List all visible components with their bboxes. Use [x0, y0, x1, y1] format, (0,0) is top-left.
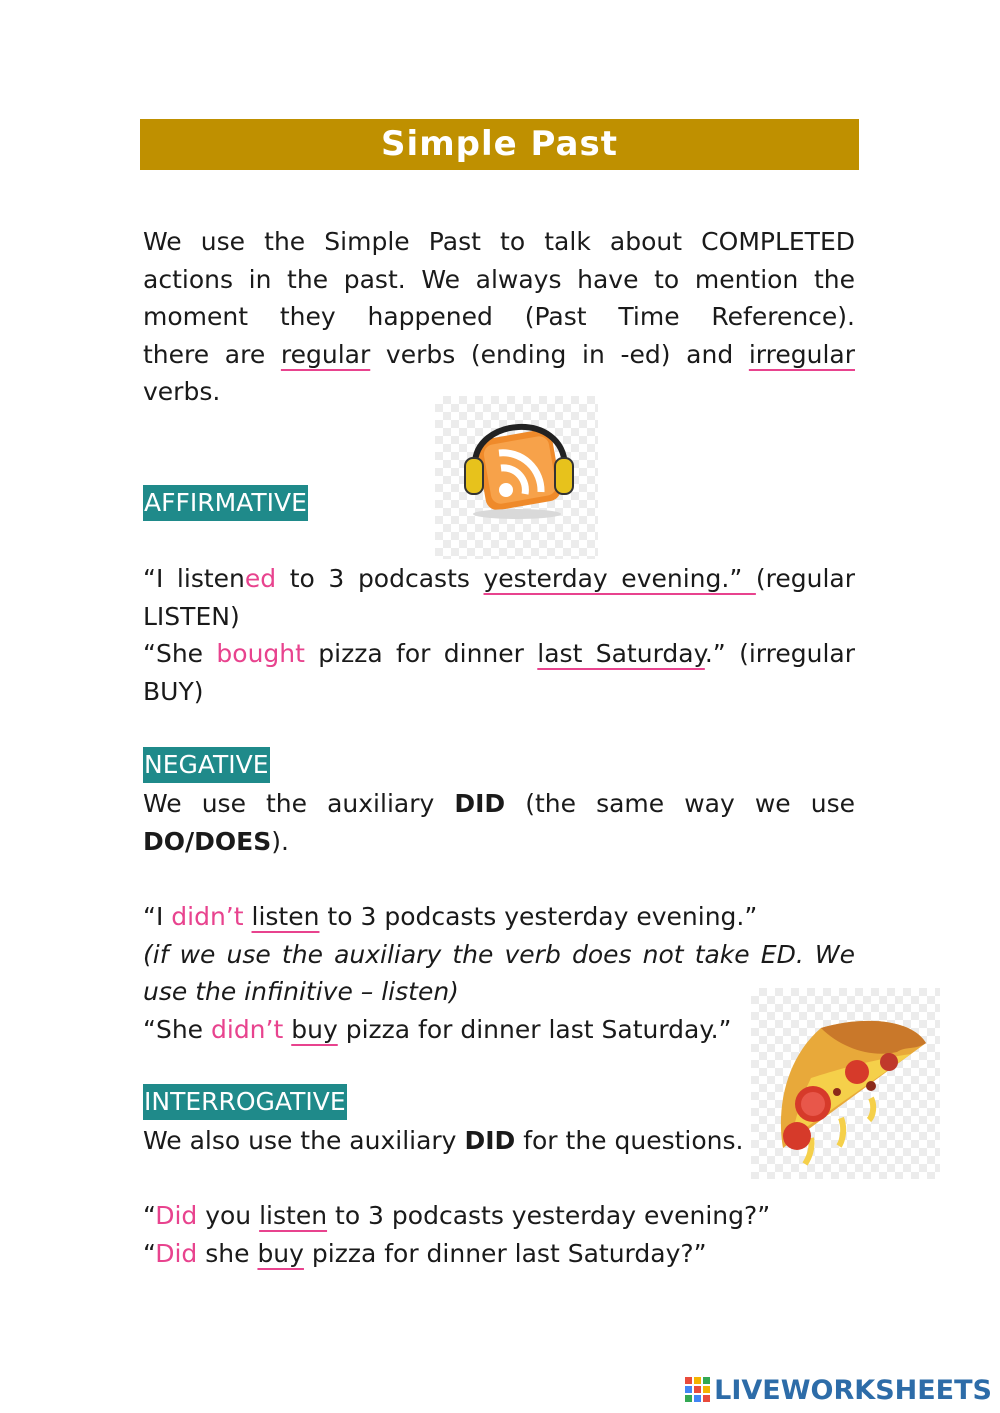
regular-word: regular [280, 339, 371, 369]
negative-note: use the infinitive – listen) [143, 977, 459, 1006]
intro-paragraph [143, 223, 855, 411]
text: to 3 podcasts yesterday evening?” [335, 1201, 771, 1230]
negative-label: NEGATIVE [143, 747, 270, 783]
interrogative-example-1 [143, 1197, 855, 1235]
text: We also use the auxiliary [143, 1126, 457, 1155]
text: (the same way we use [525, 789, 855, 818]
text: “She [143, 639, 204, 668]
text: (regular [755, 564, 855, 593]
auxiliary: Did [155, 1201, 198, 1230]
intro-line: moment they happened (Past Time Reference). [143, 302, 855, 331]
affirmative-label: AFFIRMATIVE [143, 485, 308, 521]
affirmative-example-1 [143, 560, 855, 598]
did-keyword: DID [454, 789, 506, 818]
podcast-image [435, 396, 598, 559]
page-title: Simple Past [140, 119, 859, 170]
text: pizza for dinner last Saturday.” [345, 1014, 732, 1044]
interrogative-description [143, 1122, 855, 1160]
time-reference: last Saturday [537, 639, 705, 668]
infinitive-verb: buy [257, 1238, 304, 1268]
auxiliary: didn’t [171, 902, 244, 931]
text: We use the auxiliary [143, 789, 435, 818]
irregular-verb: bought [216, 639, 305, 668]
did-keyword: DID [464, 1126, 516, 1155]
logo-grid-icon [685, 1377, 711, 1403]
infinitive-verb: listen [259, 1201, 328, 1230]
negative-examples [143, 898, 855, 1048]
affirmative-example-1-cont: LISTEN) [143, 601, 240, 631]
podcast-icon [435, 396, 598, 559]
ed-ending: ed [244, 564, 277, 593]
text: “I [143, 902, 164, 931]
irregular-word: irregular [748, 339, 855, 369]
text: for the questions. [523, 1126, 744, 1155]
text: she [205, 1238, 250, 1268]
text: you [205, 1201, 252, 1230]
negative-example-2 [143, 1011, 855, 1049]
auxiliary: Did [155, 1238, 198, 1268]
text: “She [143, 1014, 204, 1044]
liveworksheets-logo [685, 1373, 992, 1407]
intro-line: actions in the past. We always have to mention the [143, 264, 855, 294]
negative-desc-line [143, 823, 855, 861]
infinitive-verb: listen [251, 902, 320, 931]
logo-text: LIVEWORKSHEETS [714, 1374, 992, 1406]
text: there are [143, 339, 266, 369]
text: to 3 podcasts yesterday evening.” [327, 902, 758, 931]
interrogative-label: INTERROGATIVE [143, 1084, 347, 1120]
negative-desc-line [143, 785, 855, 823]
infinitive-verb: buy [291, 1014, 338, 1044]
intro-line [143, 336, 855, 374]
affirmative-example-2 [143, 635, 855, 673]
interrogative-example-2 [143, 1235, 855, 1273]
text: ). [271, 826, 289, 856]
text: “ [143, 1238, 156, 1268]
text: “I listen [143, 564, 245, 593]
text: .” (irregular [704, 639, 855, 668]
do-does-keyword: DO/DOES [143, 826, 272, 856]
auxiliary: didn’t [211, 1014, 284, 1044]
affirmative-examples [143, 560, 855, 710]
negative-example-1 [143, 898, 855, 936]
text: to 3 podcasts [289, 564, 470, 593]
interrogative-examples [143, 1197, 855, 1272]
interrogative-desc-line [143, 1122, 855, 1160]
text: verbs (ending in -ed) and [385, 339, 734, 369]
intro-line: We use the Simple Past to talk about COMPLETED [143, 227, 855, 256]
intro-line: verbs. [143, 377, 221, 406]
negative-description [143, 785, 855, 860]
text: pizza for dinner [318, 639, 524, 668]
text: pizza for dinner last Saturday?” [311, 1238, 707, 1268]
negative-note: (if we use the auxiliary the verb does not take ED. We [143, 939, 855, 969]
affirmative-example-2-cont: BUY) [143, 676, 204, 706]
text: “ [143, 1201, 156, 1230]
time-reference: yesterday evening.” [483, 564, 756, 593]
